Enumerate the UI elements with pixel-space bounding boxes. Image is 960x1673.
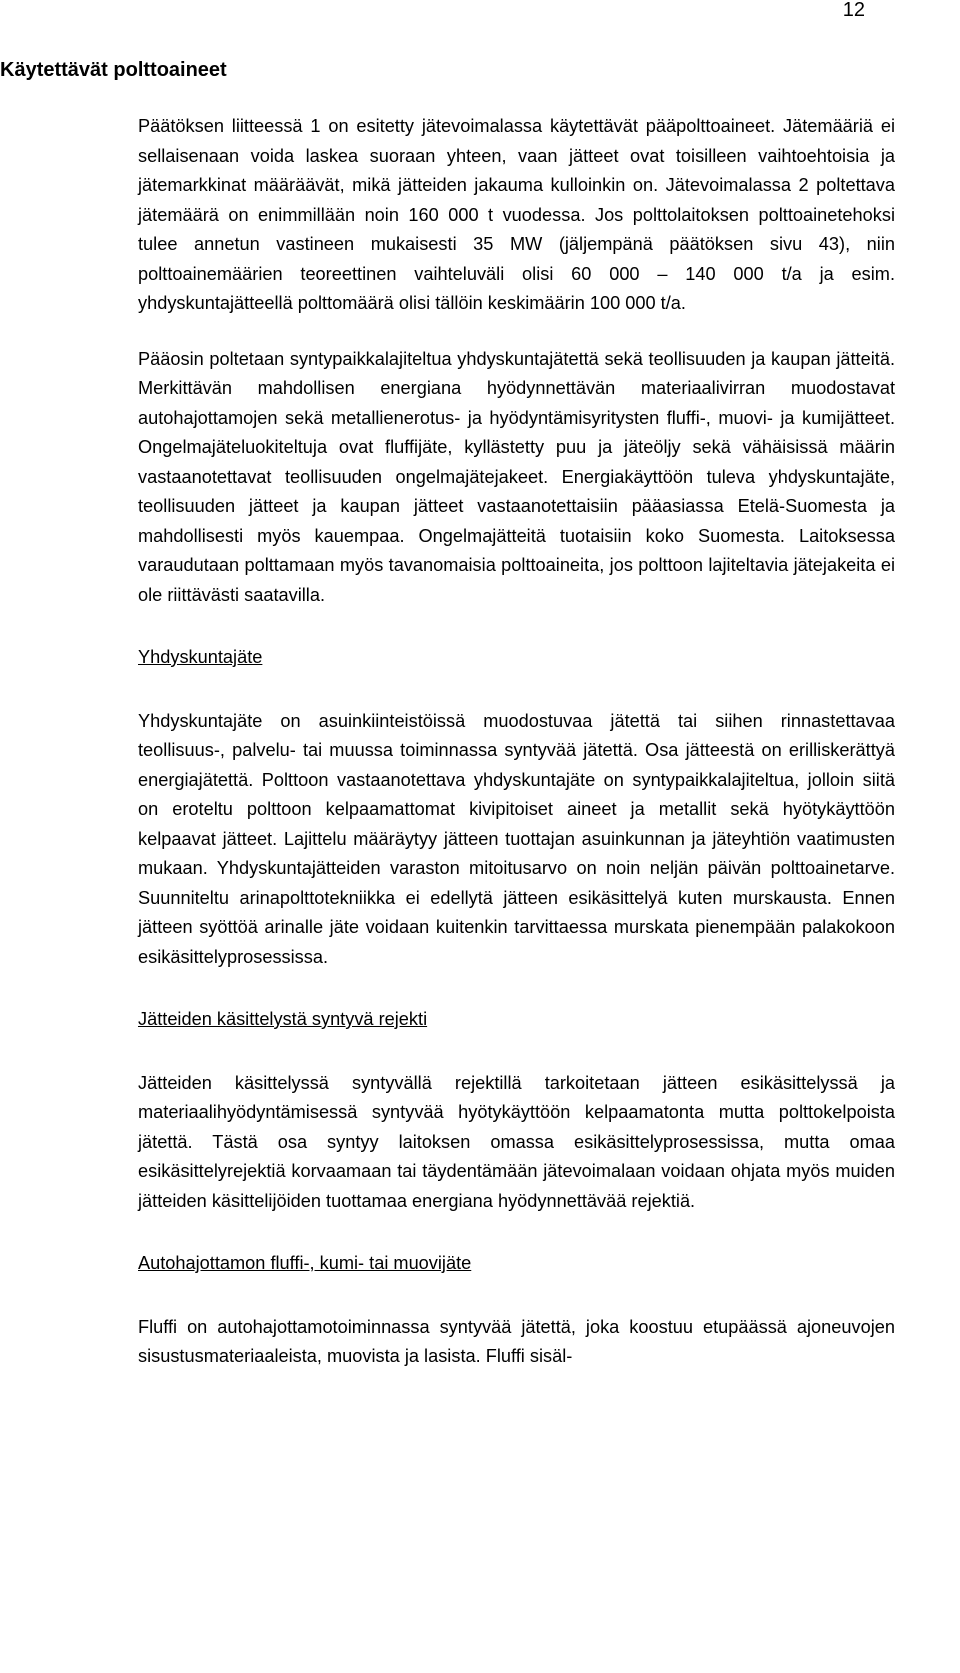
document-body bbox=[138, 112, 895, 1372]
page-number: 12 bbox=[842, 0, 865, 21]
paragraph-fuels-overview: Päätöksen liitteessä 1 on esitetty jätevoimalassa käytettävät pääpolttoaineet. Jätemääriä ei sellaisenaan voida laskea suoraan yhteen, vaan jätteet ovat toisilleen vaihtoehtoisia ja jätemarkkinat määräävät, mikä jätteiden jakauma kulloinkin on. Jätevoimalassa 2 poltettava jätemäärä on enimmillään noin 160 000 t vuodessa. Jos polttolaitoksen polttoainetehoksi tulee annetun vastineen mukaisesti 35 MW (jäljempänä päätöksen sivu 43), niin polttoainemäärien teoreettinen vaihteluväli olisi 60 000 – 140 000 t/a ja esim. yhdyskuntajätteellä polttomäärä olisi tällöin keskimäärin 100 000 t/a. bbox=[138, 116, 895, 313]
paragraph-fluff-waste: Fluffi on autohajottamotoiminnassa syntyvää jätettä, joka koostuu etupäässä ajoneuvojen sisustusmateriaaleista, muovista ja lasista. Fluffi sisäl- bbox=[138, 1316, 895, 1366]
section-title: Käytettävät polttoaineet bbox=[0, 59, 227, 81]
subheading-fluff-waste: Autohajottamon fluffi-, kumi- tai muovijäte bbox=[138, 1253, 472, 1273]
subheading-reject: Jätteiden käsittelystä syntyvä rejekti bbox=[138, 1009, 428, 1029]
subheading-municipal-waste: Yhdyskuntajäte bbox=[138, 647, 263, 667]
paragraph-municipal-waste: Yhdyskuntajäte on asuinkiinteistöissä muodostuvaa jätettä tai siihen rinnastettavaa teollisuus-, palvelu- tai muussa toiminnassa syntyvää jätettä. Osa jätteestä on erilliskerättyä energiajätettä. Polttoon vastaanotettava yhdyskuntajäte on syntypaikkalajiteltua, jolloin siitä on eroteltu polttoon kelpaamattomat kivipitoiset aineet ja metallit sekä hyötykäyttöön kelpaavat jätteet. Lajittelu määräytyy jätteen tuottajan asuinkunnan ja jäteyhtiön vaatimusten mukaan. Yhdyskuntajätteiden varaston mitoitusarvo on noin neljän päivän polttoainetarve. Suunniteltu arinapolttotekniikka ei edellytä jätteen esikäsittelyä kuten murskausta. Ennen jätteen syöttöä arinalle jäte voidaan kuitenkin tarvittaessa murskata pienempään palakokoon esikäsittelyprosessissa. bbox=[138, 710, 895, 967]
paragraph-reject: Jätteiden käsittelyssä syntyvällä rejektillä tarkoitetaan jätteen esikäsittelyssä ja materiaalihyödyntämisessä syntyvää hyötykäyttöön kelpaamatonta mutta polttokelpoista jätettä. Tästä osa syntyy laitoksen omassa esikäsittelyprosessissa, mutta omaa esikäsittelyrejektiä korvaamaan tai täydentämään jätevoimalaan voidaan ohjata myös muiden jätteiden käsittelijöiden tuottamaa energiana hyödynnettävää rejektiä. bbox=[138, 1072, 895, 1211]
paragraph-fuel-sources: Pääosin poltetaan syntypaikkalajiteltua yhdyskuntajätettä sekä teollisuuden ja kaupan jätteitä. Merkittävän mahdollisen energiana hyödynnettävän materiaalivirran muodostavat autohajottamojen sekä metallienerotus- ja hyödyntämisyritysten fluffi-, muovi- ja kumijätteet. Ongelmajäteluokiteltuja ovat fluffijäte, kyllästetty puu ja jäteöljy sekä vähäisissä määrin vastaanotettavat teollisuuden ongelmajätejakeet. Energiakäyttöön tuleva yhdyskuntajäte, teollisuuden jätteet ja kaupan jätteet vastaanotettaisiin pääasiassa Etelä-Suomesta ja mahdollisesti myös kauempaa. Ongelmajätteitä tuotaisiin koko Suomesta. Laitoksessa varaudutaan polttamaan myös tavanomaisia polttoaineita, jos polttoon lajiteltavia jätejakeita ei ole riittävästi saatavilla. bbox=[138, 348, 895, 605]
